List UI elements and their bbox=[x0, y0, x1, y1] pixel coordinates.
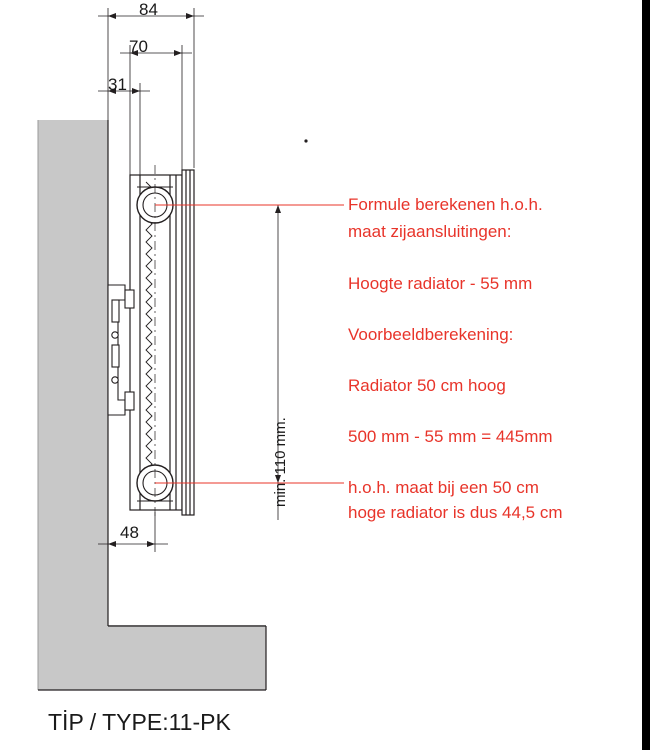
right-border bbox=[642, 0, 650, 750]
annotation-line-4: Voorbeeldberekening: bbox=[348, 325, 514, 344]
annotation-line-5: Radiator 50 cm hoog bbox=[348, 376, 506, 395]
annotation-line-3: Hoogte radiator - 55 mm bbox=[348, 274, 533, 293]
dot-marker bbox=[304, 139, 307, 142]
dim-31: 31 bbox=[108, 75, 127, 94]
annotation-line-7: h.o.h. maat bij een 50 cm bbox=[348, 478, 539, 497]
dim-84: 84 bbox=[139, 0, 158, 19]
dim-min-110: min. 110 mm. bbox=[272, 417, 289, 507]
annotation-line-1: Formule berekenen h.o.h. bbox=[348, 195, 543, 214]
dim-48: 48 bbox=[120, 523, 139, 542]
dim-70: 70 bbox=[129, 37, 148, 56]
annotation-line-6: 500 mm - 55 mm = 445mm bbox=[348, 427, 553, 446]
type-label: TİP / TYPE:11-PK bbox=[48, 709, 231, 735]
annotation-line-8: hoge radiator is dus 44,5 cm bbox=[348, 503, 563, 522]
annotation-line-2: maat zijaansluitingen: bbox=[348, 222, 512, 241]
